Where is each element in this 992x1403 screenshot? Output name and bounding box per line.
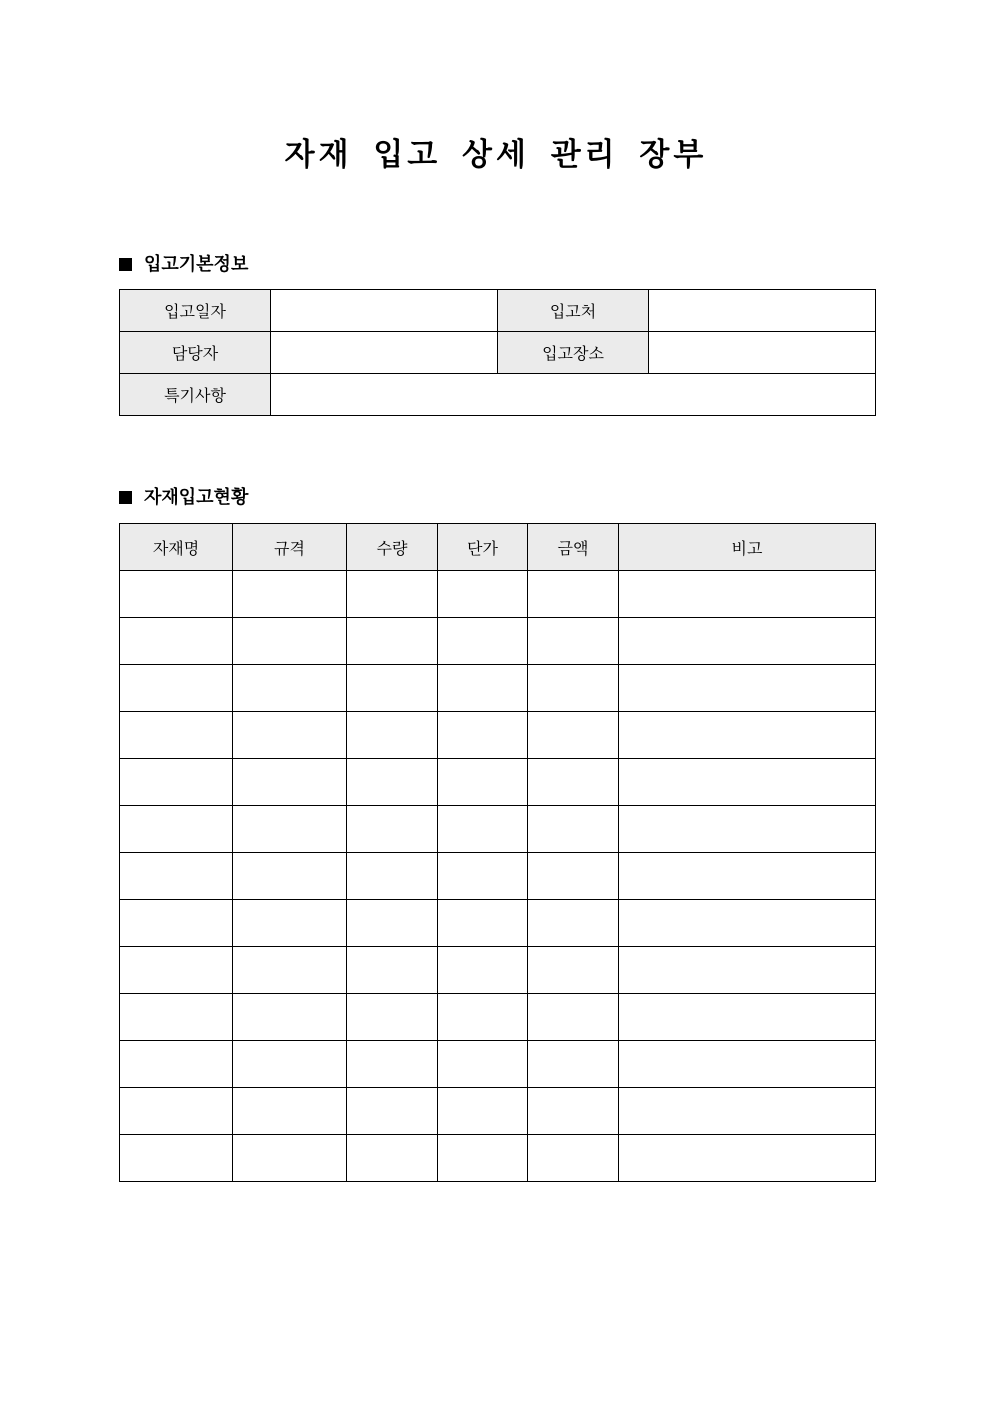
label-remarks: 특기사항 (120, 374, 271, 416)
table-row (120, 947, 876, 994)
table-row (120, 332, 876, 374)
table-row (120, 900, 876, 947)
cell-name[interactable] (120, 853, 233, 900)
cell-amount[interactable] (528, 618, 619, 665)
cell-name[interactable] (120, 1135, 233, 1182)
cell-quantity[interactable] (347, 759, 438, 806)
cell-amount[interactable] (528, 665, 619, 712)
table-header-row (120, 524, 876, 571)
cell-unit-price[interactable] (438, 806, 528, 853)
cell-unit-price[interactable] (438, 665, 528, 712)
cell-unit-price[interactable] (438, 1088, 528, 1135)
cell-unit-price[interactable] (438, 618, 528, 665)
cell-spec[interactable] (233, 712, 347, 759)
cell-quantity[interactable] (347, 712, 438, 759)
field-location[interactable] (649, 332, 876, 374)
cell-name[interactable] (120, 618, 233, 665)
cell-remarks[interactable] (619, 712, 876, 759)
cell-remarks[interactable] (619, 900, 876, 947)
cell-amount[interactable] (528, 994, 619, 1041)
cell-quantity[interactable] (347, 853, 438, 900)
cell-quantity[interactable] (347, 1135, 438, 1182)
cell-spec[interactable] (233, 806, 347, 853)
cell-quantity[interactable] (347, 1041, 438, 1088)
cell-name[interactable] (120, 759, 233, 806)
items-table-body (120, 571, 876, 1182)
cell-spec[interactable] (233, 994, 347, 1041)
table-row (120, 571, 876, 618)
cell-quantity[interactable] (347, 1088, 438, 1135)
cell-amount[interactable] (528, 806, 619, 853)
cell-name[interactable] (120, 712, 233, 759)
cell-unit-price[interactable] (438, 947, 528, 994)
cell-spec[interactable] (233, 1135, 347, 1182)
cell-name[interactable] (120, 665, 233, 712)
column-header-remarks: 비고 (619, 524, 876, 571)
column-header-name: 자재명 (120, 524, 233, 571)
section-title-basic-info (119, 253, 248, 277)
cell-remarks[interactable] (619, 1135, 876, 1182)
cell-name[interactable] (120, 571, 233, 618)
basic-info-table (119, 289, 876, 416)
table-row (120, 853, 876, 900)
cell-remarks[interactable] (619, 1088, 876, 1135)
column-header-spec: 규격 (233, 524, 347, 571)
cell-name[interactable] (120, 806, 233, 853)
cell-quantity[interactable] (347, 900, 438, 947)
cell-quantity[interactable] (347, 947, 438, 994)
cell-amount[interactable] (528, 712, 619, 759)
cell-remarks[interactable] (619, 571, 876, 618)
page-title: 자재 입고 상세 관리 장부 (284, 137, 708, 173)
section-heading: 자재입고현황 (144, 487, 249, 508)
cell-quantity[interactable] (347, 618, 438, 665)
table-row (120, 290, 876, 332)
table-row (120, 618, 876, 665)
cell-unit-price[interactable] (438, 571, 528, 618)
cell-unit-price[interactable] (438, 1041, 528, 1088)
cell-spec[interactable] (233, 1088, 347, 1135)
cell-remarks[interactable] (619, 618, 876, 665)
cell-amount[interactable] (528, 759, 619, 806)
section-title-items (119, 486, 248, 510)
table-row (120, 1135, 876, 1182)
table-row (120, 374, 876, 416)
table-row (120, 806, 876, 853)
cell-name[interactable] (120, 900, 233, 947)
cell-amount[interactable] (528, 900, 619, 947)
cell-spec[interactable] (233, 571, 347, 618)
cell-name[interactable] (120, 1041, 233, 1088)
cell-unit-price[interactable] (438, 900, 528, 947)
cell-unit-price[interactable] (438, 712, 528, 759)
cell-spec[interactable] (233, 618, 347, 665)
cell-remarks[interactable] (619, 806, 876, 853)
square-bullet-icon (119, 258, 132, 271)
cell-quantity[interactable] (347, 571, 438, 618)
cell-remarks[interactable] (619, 947, 876, 994)
cell-spec[interactable] (233, 947, 347, 994)
section-heading: 입고기본정보 (144, 254, 249, 275)
label-supplier: 입고처 (498, 290, 649, 332)
cell-remarks[interactable] (619, 853, 876, 900)
label-manager: 담당자 (120, 332, 271, 374)
label-date: 입고일자 (120, 290, 271, 332)
cell-spec[interactable] (233, 759, 347, 806)
table-row (120, 994, 876, 1041)
cell-spec[interactable] (233, 665, 347, 712)
cell-quantity[interactable] (347, 806, 438, 853)
cell-remarks[interactable] (619, 759, 876, 806)
cell-unit-price[interactable] (438, 853, 528, 900)
cell-amount[interactable] (528, 571, 619, 618)
cell-amount[interactable] (528, 1041, 619, 1088)
cell-spec[interactable] (233, 853, 347, 900)
table-row (120, 665, 876, 712)
cell-name[interactable] (120, 994, 233, 1041)
column-header-quantity: 수량 (347, 524, 438, 571)
field-remarks[interactable] (271, 374, 876, 416)
column-header-amount: 금액 (528, 524, 619, 571)
cell-remarks[interactable] (619, 665, 876, 712)
field-date[interactable] (271, 290, 498, 332)
items-table (119, 523, 876, 1182)
cell-amount[interactable] (528, 853, 619, 900)
cell-name[interactable] (120, 1088, 233, 1135)
square-bullet-icon (119, 491, 132, 504)
cell-remarks[interactable] (619, 1041, 876, 1088)
table-row (120, 759, 876, 806)
cell-name[interactable] (120, 947, 233, 994)
label-location: 입고장소 (498, 332, 649, 374)
field-supplier[interactable] (649, 290, 876, 332)
cell-amount[interactable] (528, 1088, 619, 1135)
column-header-unit-price: 단가 (438, 524, 528, 571)
cell-amount[interactable] (528, 947, 619, 994)
cell-quantity[interactable] (347, 994, 438, 1041)
cell-unit-price[interactable] (438, 1135, 528, 1182)
table-row (120, 1041, 876, 1088)
cell-spec[interactable] (233, 900, 347, 947)
cell-quantity[interactable] (347, 665, 438, 712)
cell-unit-price[interactable] (438, 759, 528, 806)
field-manager[interactable] (271, 332, 498, 374)
cell-spec[interactable] (233, 1041, 347, 1088)
table-row (120, 1088, 876, 1135)
cell-amount[interactable] (528, 1135, 619, 1182)
cell-unit-price[interactable] (438, 994, 528, 1041)
cell-remarks[interactable] (619, 994, 876, 1041)
table-row (120, 712, 876, 759)
